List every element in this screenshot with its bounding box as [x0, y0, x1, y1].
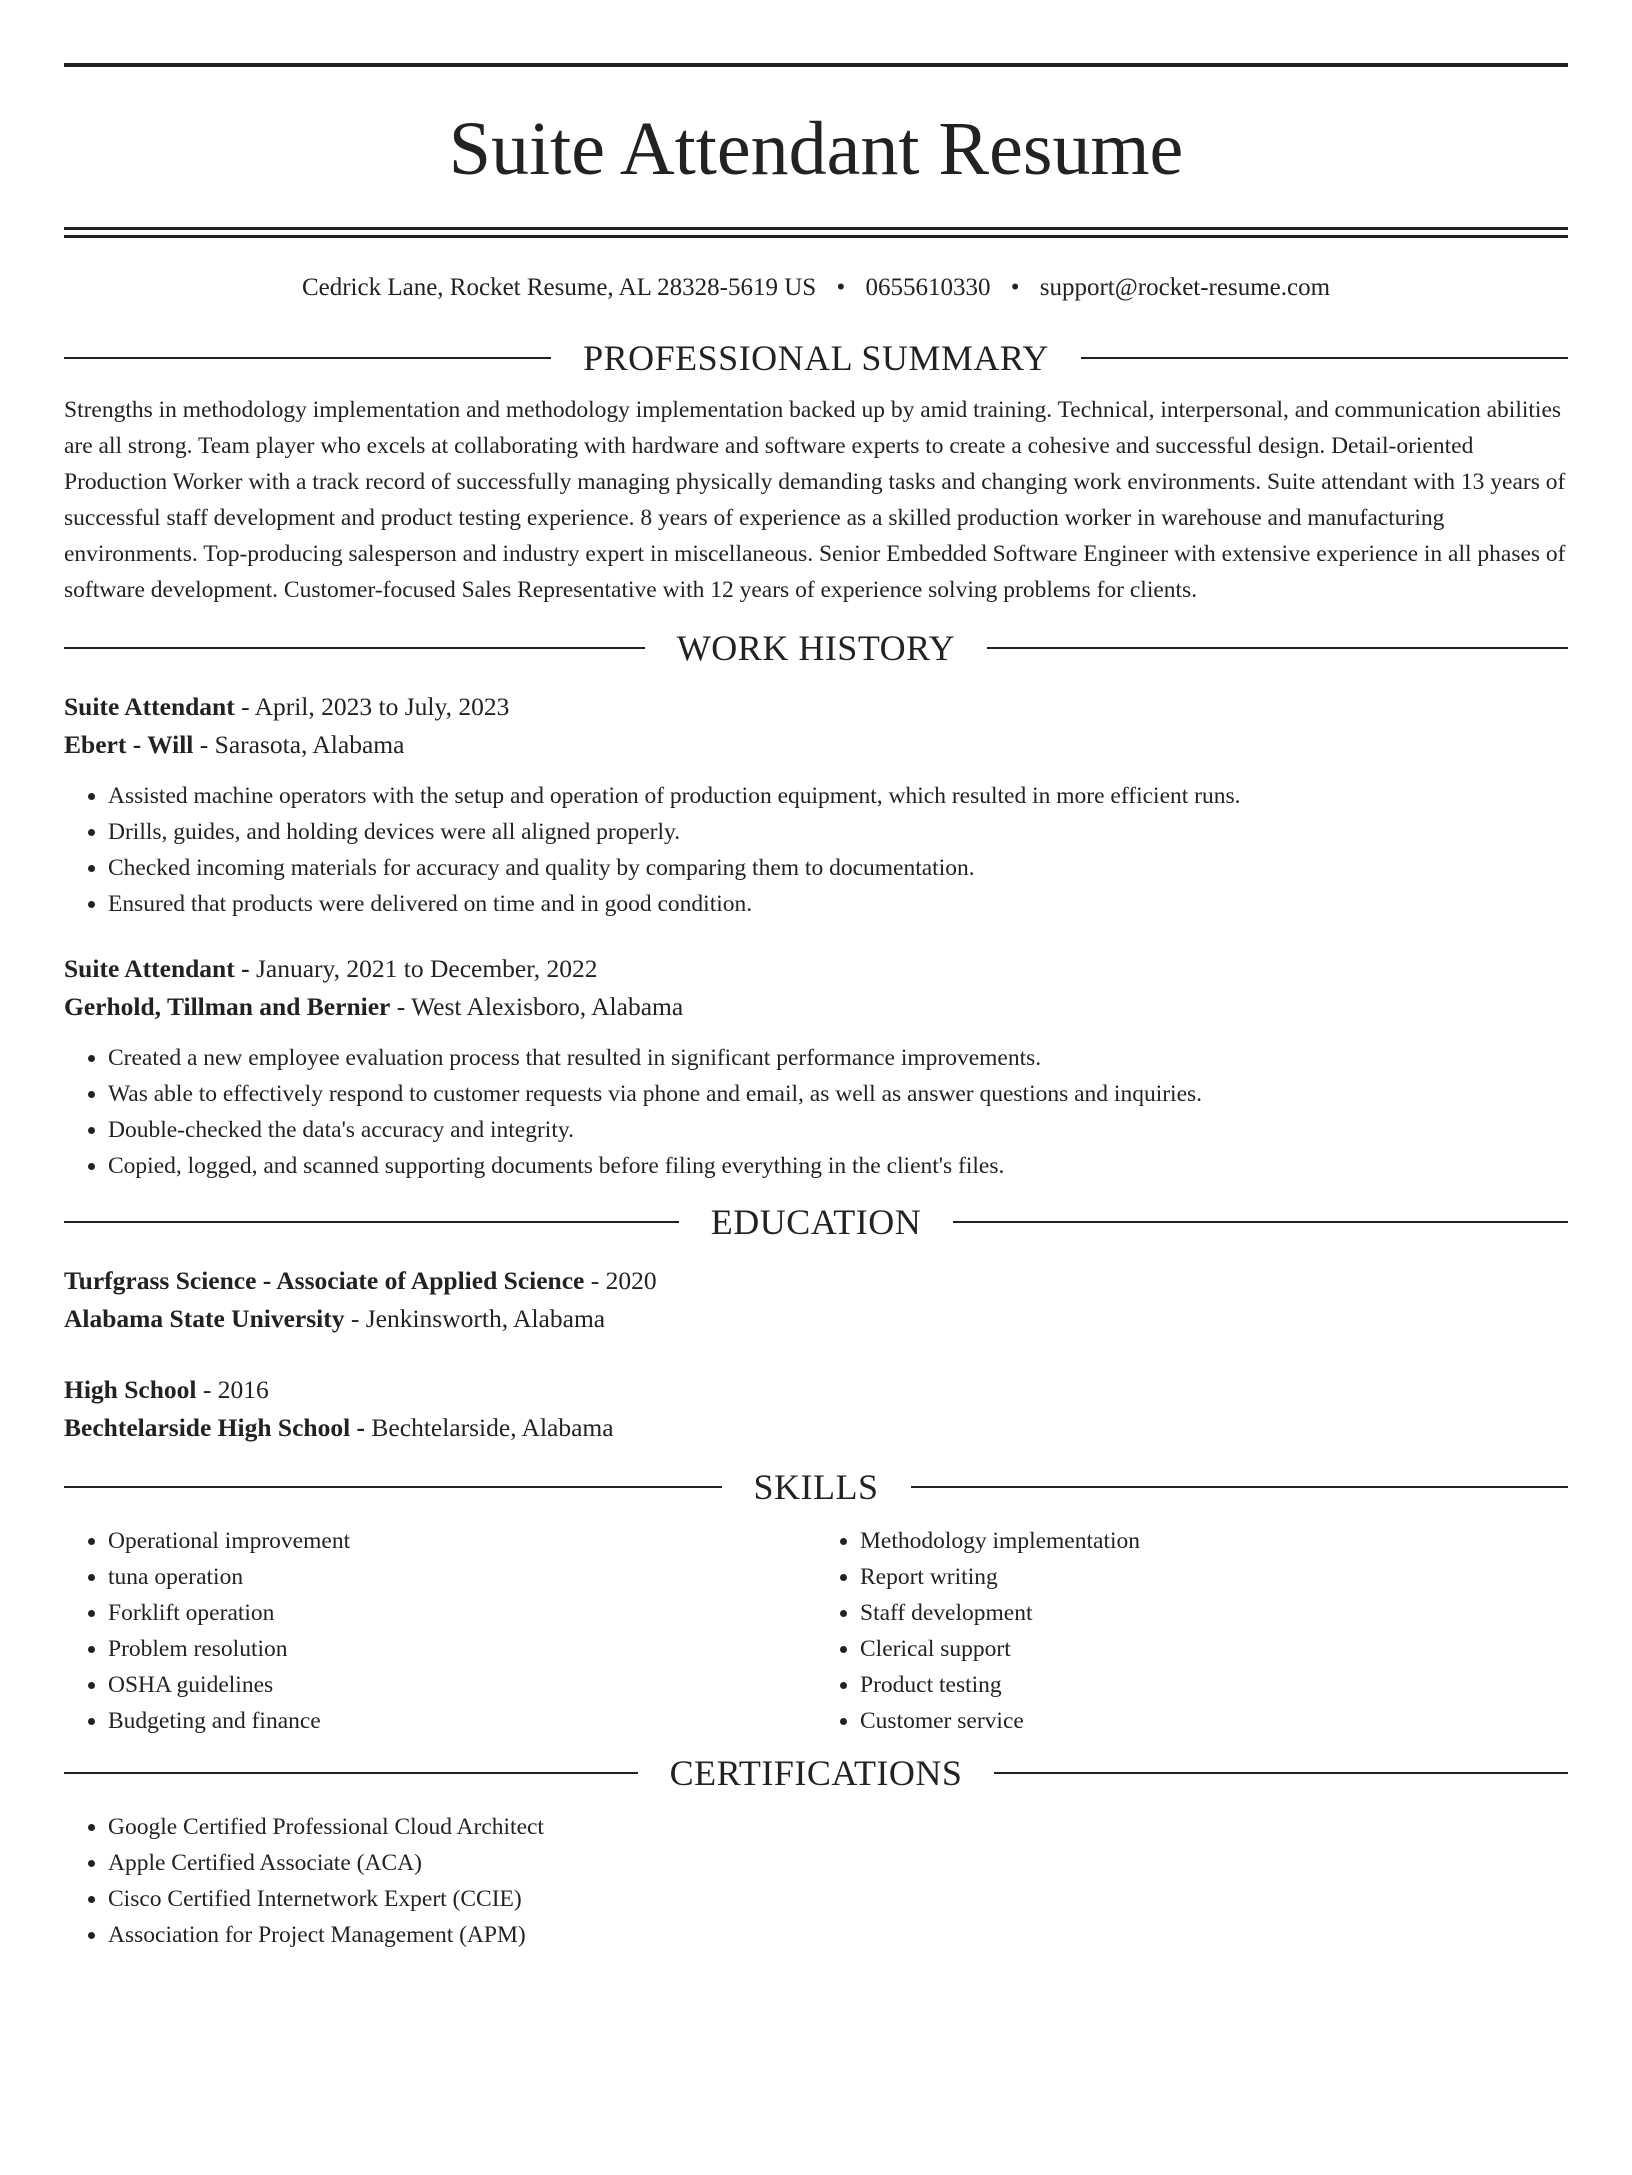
- education-degree-line: [64, 1371, 1568, 1409]
- job-company-line: [64, 988, 1568, 1026]
- list-item: • Apple Certified Associate (ACA): [108, 1845, 1568, 1881]
- certifications-heading-label: CERTIFICATIONS: [669, 1753, 963, 1793]
- heading-rule-right: [987, 647, 1568, 649]
- list-item: • Created a new employee evaluation process that resulted in significant performance improvements.: [108, 1040, 1568, 1076]
- top-rule: [64, 63, 1568, 67]
- page-title: Suite Attendant Resume: [448, 107, 1184, 191]
- education-year: - 2020: [590, 1266, 657, 1295]
- title-double-rule: [64, 227, 1568, 238]
- skills-grid: [64, 1523, 1568, 1739]
- summary-heading: [64, 336, 1568, 380]
- list-item: • Customer service: [860, 1703, 1568, 1739]
- list-item: • Google Certified Professional Cloud Architect: [108, 1809, 1568, 1845]
- education-entry: [64, 1371, 1568, 1447]
- job-dates: January, 2021 to December, 2022: [255, 954, 598, 983]
- list-item: • Methodology implementation: [860, 1523, 1568, 1559]
- job-dates: - April, 2023 to July, 2023: [241, 692, 510, 721]
- heading-rule-left: [64, 1486, 722, 1488]
- job-bullets: [64, 778, 1568, 922]
- resume-page: [0, 63, 1632, 2175]
- contact-separator: •: [836, 274, 846, 301]
- education-degree: High School: [64, 1375, 197, 1404]
- education-entry: [64, 1262, 1568, 1338]
- list-item: • Report writing: [860, 1559, 1568, 1595]
- skills-list-right: [816, 1523, 1568, 1739]
- contact-address: Cedrick Lane, Rocket Resume, AL 28328-5619 US: [301, 274, 817, 301]
- list-item: • Checked incoming materials for accuracy and quality by comparing them to documentation.: [108, 850, 1568, 886]
- work-history-heading-label: WORK HISTORY: [676, 628, 956, 668]
- heading-rule-left: [64, 1221, 679, 1223]
- list-item: • Was able to effectively respond to customer requests via phone and email, as well as answer questions and inquiries.: [108, 1076, 1568, 1112]
- education-degree-line: [64, 1262, 1568, 1300]
- list-item: • OSHA guidelines: [108, 1667, 816, 1703]
- job-bullets: [64, 1040, 1568, 1184]
- job-entry: [64, 950, 1568, 1184]
- list-item: • Copied, logged, and scanned supporting documents before filing everything in the client's files.: [108, 1148, 1568, 1184]
- list-item: • Association for Project Management (APM): [108, 1917, 1568, 1953]
- education-location: Bechtelarside, Alabama: [371, 1413, 614, 1442]
- summary-heading-label: PROFESSIONAL SUMMARY: [583, 338, 1049, 378]
- heading-rule-right: [994, 1772, 1568, 1774]
- list-item: • Budgeting and finance: [108, 1703, 816, 1739]
- education-school: Bechtelarside High School -: [64, 1413, 366, 1442]
- job-company-line: [64, 726, 1568, 764]
- job-title-line: [64, 688, 1568, 726]
- job-title: Suite Attendant -: [64, 954, 250, 983]
- education-heading-label: EDUCATION: [710, 1202, 922, 1242]
- education-heading: [64, 1200, 1568, 1244]
- skills-heading: [64, 1465, 1568, 1509]
- list-item: • Forklift operation: [108, 1595, 816, 1631]
- job-title: Suite Attendant: [64, 692, 235, 721]
- list-item: • Problem resolution: [108, 1631, 816, 1667]
- list-item: • tuna operation: [108, 1559, 816, 1595]
- job-entry: [64, 688, 1568, 922]
- list-item: • Drills, guides, and holding devices were all aligned properly.: [108, 814, 1568, 850]
- work-history-heading: [64, 626, 1568, 670]
- list-item: • Assisted machine operators with the setup and operation of production equipment, which resulted in more efficient runs.: [108, 778, 1568, 814]
- list-item: • Ensured that products were delivered on time and in good condition.: [108, 886, 1568, 922]
- job-location: - West Alexisboro, Alabama: [396, 992, 684, 1021]
- job-location: - Sarasota, Alabama: [199, 730, 405, 759]
- contact-phone: 0655610330: [865, 274, 991, 301]
- heading-rule-right: [953, 1221, 1568, 1223]
- skills-heading-label: SKILLS: [753, 1467, 879, 1507]
- certifications-heading: [64, 1751, 1568, 1795]
- job-title-line: [64, 950, 1568, 988]
- list-item: • Double-checked the data's accuracy and integrity.: [108, 1112, 1568, 1148]
- education-location: - Jenkinsworth, Alabama: [350, 1304, 606, 1333]
- list-item: • Operational improvement: [108, 1523, 816, 1559]
- skills-list-left: [64, 1523, 816, 1739]
- certifications-list: [64, 1809, 1568, 1953]
- education-school-line: [64, 1300, 1568, 1338]
- heading-rule-right: [911, 1486, 1569, 1488]
- list-item: • Staff development: [860, 1595, 1568, 1631]
- job-company: Gerhold, Tillman and Bernier: [64, 992, 391, 1021]
- education-year: - 2016: [202, 1375, 269, 1404]
- heading-rule-left: [64, 357, 551, 359]
- education-school: Alabama State University: [64, 1304, 345, 1333]
- heading-rule-right: [1081, 357, 1568, 359]
- contact-email: support@rocket-resume.com: [1039, 274, 1331, 301]
- summary-text: Strengths in methodology implementation and methodology implementation backed up by amid training. Technical, interpersonal, and communication abilities are all strong. Team player who excels at collaborating with hardware and software experts to create a cohesive and successful design. Detail-oriented Production Worker with a track record of successfully managing physically demanding tasks and changing work environments. Suite attendant with 13 years of successful staff development and product testing experience. 8 years of experience as a skilled production worker in warehouse and manufacturing environments. Top-producing salesperson and industry expert in miscellaneous. Senior Embedded Software Engineer with extensive experience in all phases of software development. Customer-focused Sales Representative with 12 years of experience solving problems for clients.: [64, 397, 1566, 603]
- list-item: • Cisco Certified Internetwork Expert (CCIE): [108, 1881, 1568, 1917]
- list-item: • Clerical support: [860, 1631, 1568, 1667]
- education-degree: Turfgrass Science - Associate of Applied Science: [64, 1266, 585, 1295]
- contact-separator: •: [1010, 274, 1020, 301]
- job-company: Ebert - Will: [64, 730, 194, 759]
- list-item: • Product testing: [860, 1667, 1568, 1703]
- education-school-line: [64, 1409, 1568, 1447]
- heading-rule-left: [64, 1772, 638, 1774]
- heading-rule-left: [64, 647, 645, 649]
- contact-line: [64, 272, 1568, 304]
